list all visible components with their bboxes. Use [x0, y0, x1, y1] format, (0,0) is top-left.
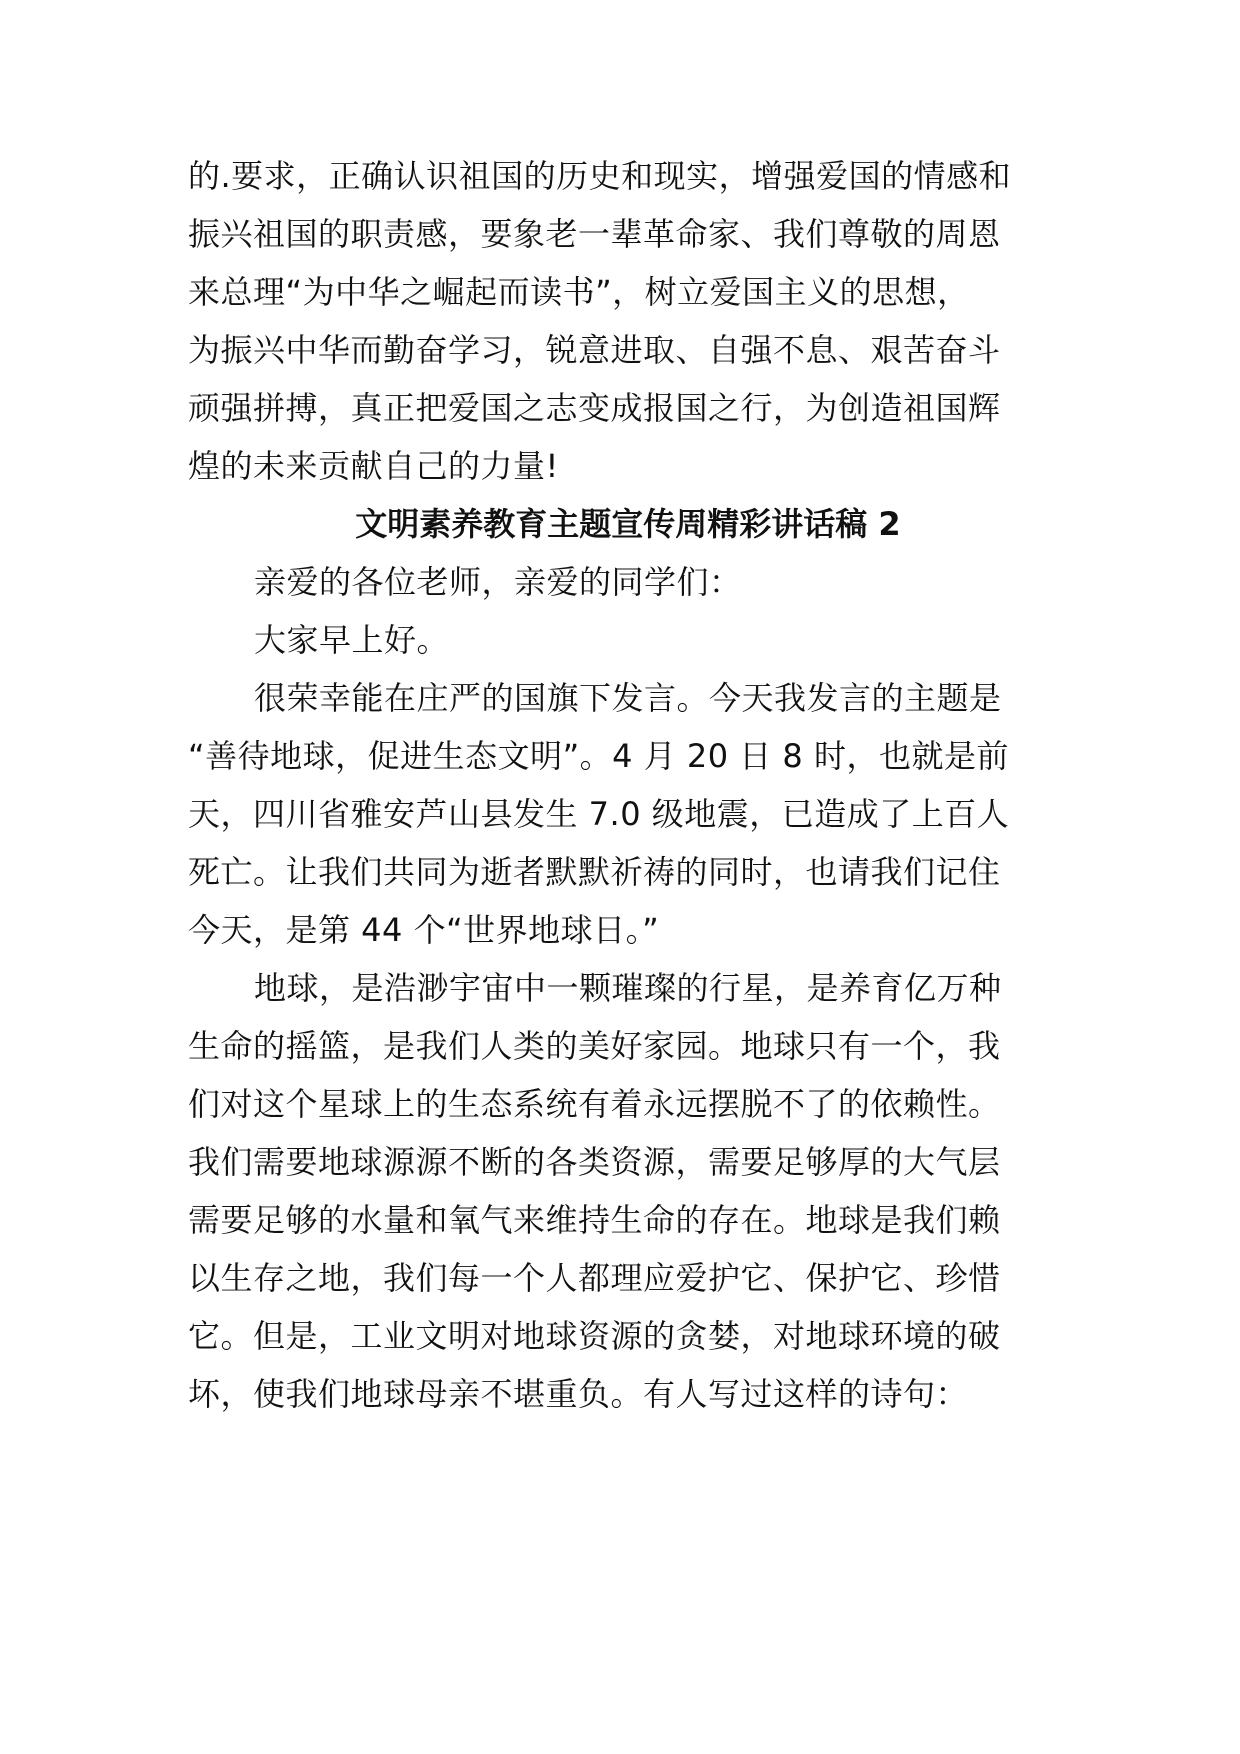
paragraph-2-line-5: 今天，是第 44 个“世界地球日。”: [188, 911, 660, 949]
paragraph-1-line-6: 煌的未来贡献自己的力量!: [188, 447, 559, 485]
paragraph-3-line-3: 们对这个星球上的生态系统有着永远摆脱不了的依赖性。: [188, 1085, 1001, 1123]
paragraph-3-line-8: 坏，使我们地球母亲不堪重负。有人写过这样的诗句：: [188, 1375, 969, 1413]
greeting-line: 亲爱的各位老师，亲爱的同学们：: [254, 563, 742, 601]
paragraph-3-line-4: 我们需要地球源源不断的各类资源，需要足够厚的大气层: [188, 1143, 1001, 1181]
paragraph-2-line-4: 死亡。让我们共同为逝者默默祈祷的同时，也请我们记住: [188, 853, 1001, 891]
paragraph-1-line-5: 顽强拼搏，真正把爱国之志变成报国之行，为创造祖国辉: [188, 389, 1001, 427]
paragraph-2-line-2: “善待地球，促进生态文明”。4 月 20 日 8 时，也就是前: [188, 737, 1009, 775]
paragraph-1-line-3: 来总理“为中华之崛起而读书”，树立爱国主义的思想，: [188, 273, 970, 311]
paragraph-3-line-6: 以生存之地，我们每一个人都理应爱护它、保护它、珍惜: [188, 1259, 1001, 1297]
paragraph-3-line-1: 地球，是浩渺宇宙中一颗璀璨的行星，是养育亿万种: [254, 969, 1002, 1007]
paragraph-1-line-2: 振兴祖国的职责感，要象老一辈革命家、我们尊敬的周恩: [188, 215, 1001, 253]
paragraph-3-line-5: 需要足够的水量和氧气来维持生命的存在。地球是我们赖: [188, 1201, 1001, 1239]
section-heading: 文明素养教育主题宣传周精彩讲话稿 2: [355, 505, 901, 543]
paragraph-1-line-1: 的.要求，正确认识祖国的历史和现实，增强爱国的情感和: [188, 157, 1012, 195]
paragraph-1-line-4: 为振兴中华而勤奋学习，锐意进取、自强不息、艰苦奋斗: [188, 331, 1001, 369]
morning-line: 大家早上好。: [254, 621, 450, 659]
paragraph-3-line-7: 它。但是，工业文明对地球资源的贪婪，对地球环境的破: [188, 1317, 1001, 1355]
paragraph-3-line-2: 生命的摇篮，是我们人类的美好家园。地球只有一个，我: [188, 1027, 1001, 1065]
paragraph-2-line-3: 天，四川省雅安芦山县发生 7.0 级地震，已造成了上百人: [188, 795, 1010, 833]
paragraph-2-line-1: 很荣幸能在庄严的国旗下发言。今天我发言的主题是: [254, 679, 1002, 717]
